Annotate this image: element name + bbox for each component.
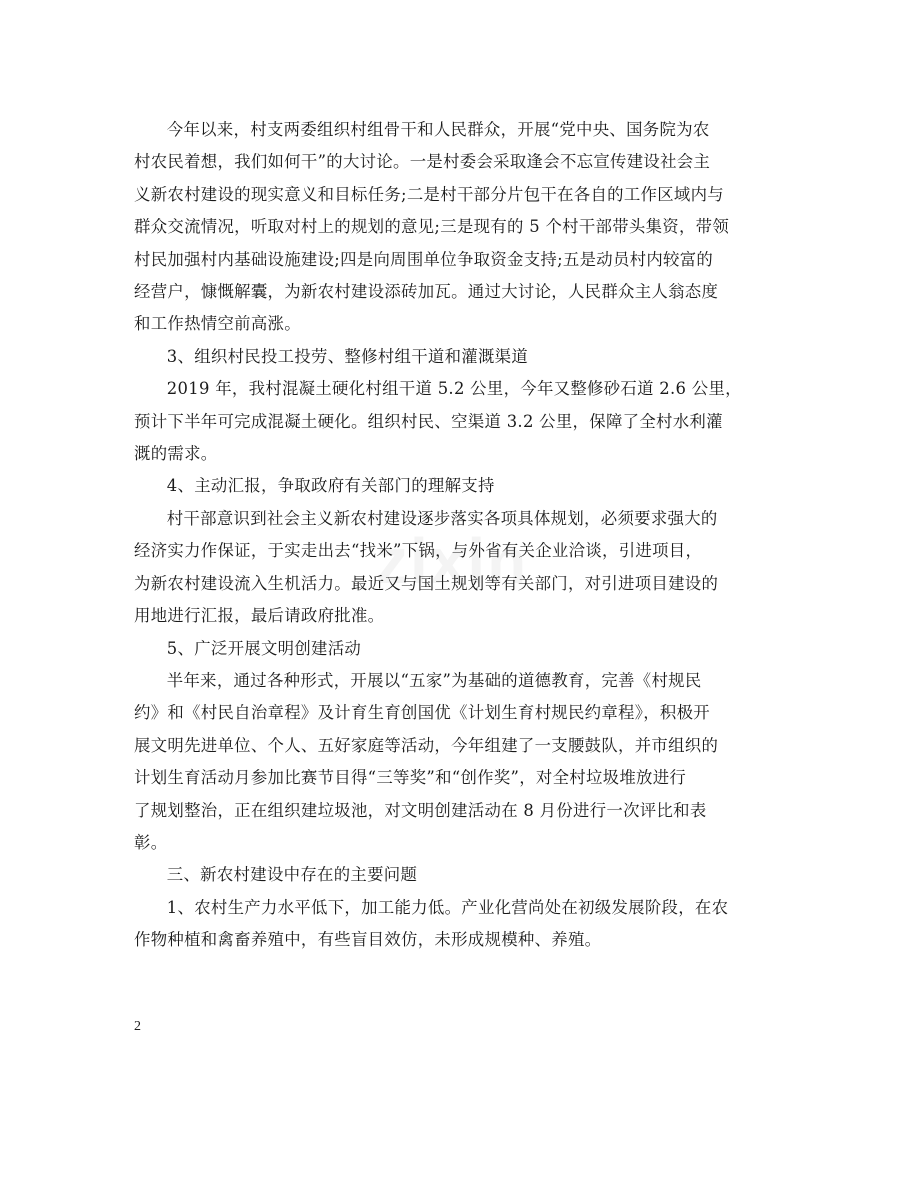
page-number: 2 — [134, 1019, 141, 1034]
text-line: 和工作热情空前高涨。 — [134, 314, 301, 334]
text-line: 为新农村建设流入生机活力。最近又与国土规划等有关部门，对引进项目建设的 — [134, 573, 719, 593]
text-line: 约》和《村民自治章程》及计育生育创国优《计划生育村规民约章程》，积极开 — [134, 703, 710, 723]
text-line: 彰。 — [134, 832, 168, 852]
paragraph-roads — [134, 373, 790, 470]
text-line: 经营户，慷慨解囊，为新农村建设添砖加瓦。通过大讨论，人民群众主人翁态度 — [134, 282, 719, 302]
text-line: 今年以来，村支两委组织村组骨干和人民群众，开展“党中央、国务院为农 — [166, 120, 710, 139]
paragraph-productivity — [134, 892, 790, 957]
text-line: 用地进行汇报，最后请政府批准。 — [134, 606, 385, 626]
text-line: 预计下半年可完成混凝土硬化。组织村民、空渠道 3.2 公里，保障了全村水利灌 — [134, 411, 723, 431]
text-line: 计划生育活动月参加比赛节目得“三等奖”和“创作奖”，对全村垃圾堆放进行 — [134, 768, 687, 788]
section-heading-problems: 三、新农村建设中存在的主要问题 — [166, 865, 418, 885]
text-line: 义新农村建设的现实意义和目标任务;二是村干部分片包干在各自的工作区域内与 — [134, 184, 724, 204]
text-line: 1、农村生产力水平低下，加工能力低。产业化营尚处在初级发展阶段，在农 — [166, 897, 729, 917]
text-line: 经济实力作保证，于实走出去“找米”下锅，与外省有关企业洽谈，引进项目， — [134, 541, 703, 561]
section-heading-4: 4、主动汇报，争取政府有关部门的理解支持 — [166, 476, 495, 496]
section-heading-5: 5、广泛开展文明创建活动 — [166, 638, 362, 658]
text-line: 溉的需求。 — [134, 444, 218, 464]
text-line: 作物种植和禽畜养殖中，有些盲目效仿，未形成规模种、养殖。 — [134, 930, 602, 950]
text-line: 村农民着想，我们如何干”的大讨论。一是村委会采取逢会不忘宣传建设社会主 — [134, 152, 711, 172]
text-line: 了规划整治，正在组织建垃圾池，对文明创建活动在 8 月份进行一次评比和表 — [134, 800, 707, 820]
section-heading-3: 3、组织村民投工投劳、整修村组干道和灌溉渠道 — [166, 346, 529, 366]
text-line: 展文明先进单位、个人、五好家庭等活动，今年组建了一支腰鼓队，并市组织的 — [134, 735, 719, 755]
text-line: 村干部意识到社会主义新农村建设逐步落实各项具体规划，必须要求强大的 — [166, 508, 718, 528]
watermark: zixin — [376, 525, 529, 597]
text-line: 半年来，通过各种形式，开展以“五家”为基础的道德教育，完善《村规民 — [166, 670, 702, 690]
document-body — [134, 114, 790, 957]
text-line: 群众交流情况，听取对村上的规划的意见;三是现有的 5 个村干部带头集资，带领 — [134, 217, 730, 237]
paragraph-discussion — [134, 114, 790, 341]
paragraph-civilization — [134, 665, 790, 859]
paragraph-report — [134, 503, 790, 633]
text-line: 2019 年，我村混凝土硬化村组干道 5.2 公里，今年又整修砂石道 2.6 公里， — [166, 379, 742, 399]
text-line: 村民加强村内基础设施建设;四是向周围单位争取资金支持;五是动员村内较富的 — [134, 249, 714, 269]
